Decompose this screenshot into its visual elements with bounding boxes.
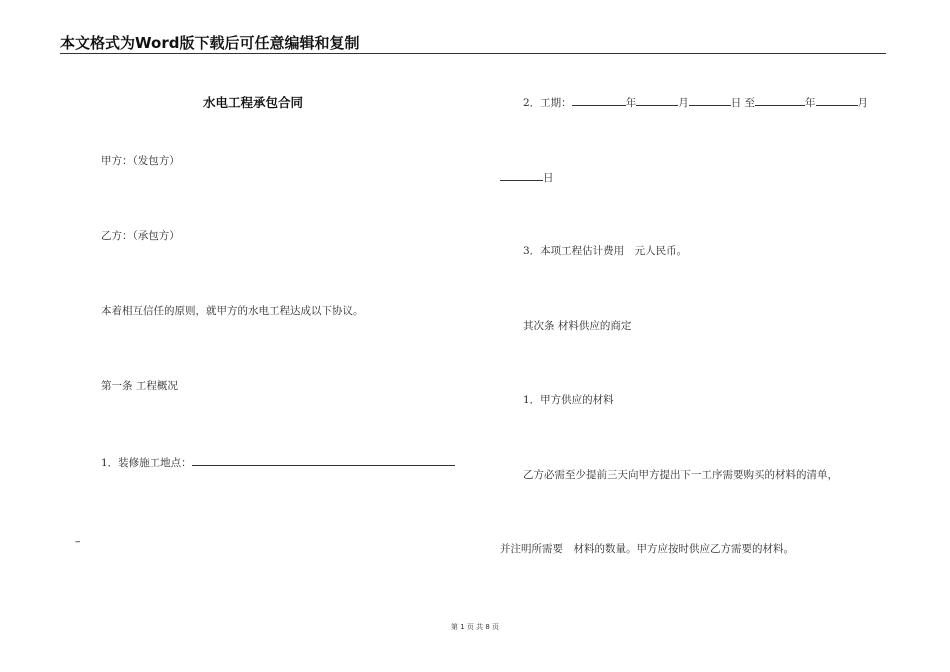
party-b-line: 乙方：（承包方）	[101, 230, 180, 242]
end-month-unit: 月	[857, 97, 869, 109]
document-header	[60, 33, 886, 54]
end-day-unit: 日	[543, 172, 554, 184]
end-year-blank	[755, 94, 805, 106]
party-a-line: 甲方：（发包方）	[101, 155, 180, 167]
start-month-blank	[636, 94, 678, 106]
article-1-heading: 第一条 工程概况	[101, 380, 178, 392]
materials-paragraph-line-1: 乙方必需至少提前三天向甲方提出下一工序需要购买的材料的清单，	[523, 469, 838, 481]
period-label: 2．工期：	[523, 97, 572, 109]
item-1-location	[101, 454, 455, 470]
header-text: 本文格式为Word版下载后可任意编辑和复制	[60, 34, 360, 52]
materials-paragraph-line-2: 并注明所需要 材料的数量。甲方应按时供应乙方需要的材料。	[500, 543, 794, 555]
item-2-period	[523, 94, 868, 110]
end-month-blank	[816, 94, 858, 106]
location-blank	[192, 454, 455, 466]
item-3-cost: 3．本项工程估计费用 元人民币。	[523, 245, 688, 257]
sub-item-1-heading: 1．甲方供应的材料	[523, 394, 614, 406]
start-month-unit: 月	[678, 97, 689, 109]
contract-title: 水电工程承包合同	[203, 95, 304, 110]
end-year-unit: 年	[805, 97, 816, 109]
start-year-unit: 年	[625, 97, 637, 109]
page-footer: 第 1 页 共 8 页	[450, 623, 500, 631]
stray-dash: –	[75, 535, 81, 548]
intro-paragraph: 本着相互信任的原则，就甲方的水电工程达成以下协议。	[101, 305, 364, 317]
article-2-heading: 其次条 材料供应的商定	[523, 320, 632, 332]
item-2-end-day	[500, 169, 554, 185]
start-day-blank	[689, 94, 731, 106]
start-year-blank	[572, 94, 626, 106]
start-day-to: 日 至	[730, 97, 756, 109]
item-1-label: 1．装修施工地点：	[101, 457, 192, 469]
end-day-blank	[500, 169, 543, 181]
